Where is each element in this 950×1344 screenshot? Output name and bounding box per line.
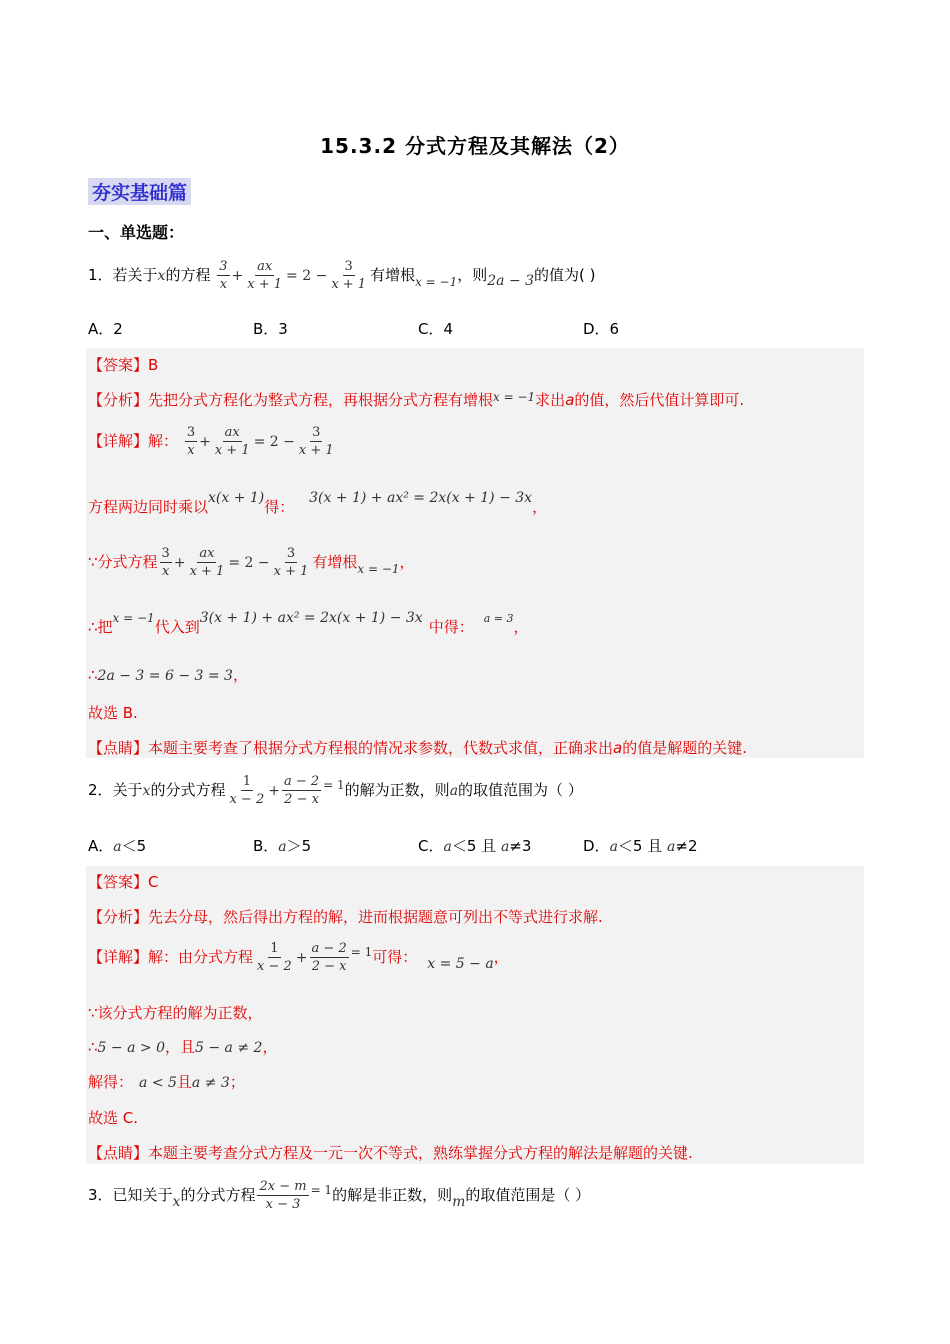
q2-frac-2 — [282, 773, 321, 808]
a1-detail-tag: 【详解】 — [88, 432, 149, 450]
a1-l3-frac-2 — [188, 545, 227, 580]
a1-l3root: x = −1 — [357, 562, 400, 576]
q3-eqs: = 1 — [310, 1183, 333, 1197]
a2-f2d: 2 − x — [311, 959, 347, 974]
q1-frac-2 — [245, 258, 284, 293]
a1-l2b: 得： — [264, 498, 295, 516]
q2-plus: + — [268, 783, 280, 799]
a1-l3-f2d: x + 1 — [189, 564, 225, 579]
q2-opt-a-text: ＜5 — [121, 837, 147, 855]
q2-f2n: a − 2 — [283, 774, 320, 789]
q2-opt-d-text: ＜5 且 — [617, 837, 668, 855]
a2-l4a: 解得： — [88, 1073, 134, 1091]
a1-eqs: = 2 − — [253, 434, 295, 450]
a2-analysis-text: 先去分母，然后得出方程的解，进而根据题意可列出不等式进行求解. — [148, 908, 603, 926]
q1-option-d[interactable]: D．6 — [583, 320, 620, 338]
a1-f3n: 3 — [312, 425, 321, 440]
a1-l3c: ， — [399, 553, 415, 571]
q1-expr: 2a − 3 — [487, 273, 535, 289]
a1-l2c: ， — [532, 498, 548, 516]
q2-f2d: 2 − x — [284, 792, 319, 807]
q1-f3n: 3 — [344, 259, 353, 274]
q1-root: x = −1 — [415, 275, 458, 289]
a1-line-4 — [88, 608, 529, 637]
a1-f1d: x — [187, 443, 195, 458]
q2-opt-d-var2: a — [667, 839, 676, 855]
subsection-heading: 一、单选题： — [88, 223, 185, 242]
a1-l4root: x = −1 — [112, 611, 155, 625]
q3-after: 的解是非正数，则 — [332, 1186, 453, 1204]
a1-answer — [88, 354, 158, 375]
q2-var: x — [142, 783, 151, 799]
a1-l3-f1d: x — [162, 564, 170, 579]
a2-l4b: 且 — [176, 1073, 192, 1091]
q2-opt-b-var: a — [278, 839, 287, 855]
q2-prefix: 2．关于 — [88, 781, 143, 799]
a2-comment-text: 本题主要考查分式方程及一元一次不等式，熟练掌握分式方程的解法是解题的关键. — [148, 1144, 693, 1162]
q1-zg: 有增根 — [370, 266, 416, 284]
a2-l3b: ，且 — [164, 1038, 195, 1056]
a2-frac-1 — [255, 940, 294, 975]
q3-mid: 的分式方程 — [180, 1186, 256, 1204]
a2-plus: + — [295, 950, 308, 966]
section-heading: 夯实基础篇 — [88, 178, 191, 205]
a2-line-3 — [88, 1036, 277, 1057]
a1-frac-3 — [297, 424, 336, 459]
a2-f1n: 1 — [270, 941, 279, 956]
question-2 — [88, 773, 583, 808]
a2-frac-2 — [310, 940, 349, 975]
a2-l3c: ， — [262, 1038, 278, 1056]
a1-comment-tag: 【点睛】 — [88, 739, 149, 757]
a1-l5a: ∴ — [88, 666, 98, 684]
a1-l4c: 中得： — [428, 618, 474, 636]
a1-l5e: 2a − 3 = 6 − 3 = 3 — [97, 668, 233, 684]
a1-detail-jie: 解： — [148, 432, 179, 450]
q1-f2d: x + 1 — [247, 277, 283, 292]
a1-l4d: ， — [513, 618, 529, 636]
q1-prefix: 1．若关于 — [88, 266, 158, 284]
q2-end: 的取值范围为（ ） — [458, 781, 583, 799]
q1-then: ，则 — [457, 266, 488, 284]
q1-plus: + — [231, 268, 244, 284]
a1-analysis-var: a — [565, 391, 575, 409]
a1-l3-frac-1 — [160, 545, 172, 580]
a2-answer — [88, 871, 159, 892]
q1-frac-3 — [329, 258, 368, 293]
q2-option-c[interactable] — [418, 835, 531, 856]
q2-opt-c-label: C． — [418, 837, 444, 855]
a1-l3-f2n: ax — [199, 546, 215, 561]
a2-answer-tag: 【答案】 — [88, 873, 149, 891]
q1-f2n: ax — [257, 259, 273, 274]
q2-opt-d-label: D． — [583, 837, 610, 855]
a1-analysis-c: 的值，然后代值计算即可. — [574, 391, 745, 409]
a1-comment — [88, 737, 747, 758]
a2-l4c: ； — [229, 1073, 245, 1091]
q1-eqs: = 2 − — [286, 268, 328, 284]
a1-l3-f3d: x + 1 — [273, 564, 309, 579]
q1-option-c[interactable]: C．4 — [418, 320, 454, 338]
page-title: 15.3.2 分式方程及其解法（2） — [320, 134, 630, 158]
q2-opt-c-text2: ≠3 — [509, 837, 532, 855]
a1-frac-1 — [185, 424, 197, 459]
a1-comment-a: 本题主要考查了根据分式方程根的情况求参数，代数式求值，正确求出 — [148, 739, 614, 757]
a1-l5c: ， — [232, 666, 248, 684]
a2-detail-c: ， — [493, 948, 509, 966]
a1-l3-f3n: 3 — [286, 546, 296, 561]
a1-l4a: ∴把 — [88, 618, 113, 636]
a1-f1n: 3 — [186, 425, 196, 440]
q1-var: x — [157, 268, 166, 284]
q3-fn: 2x − m — [259, 1179, 307, 1194]
a2-analysis-tag: 【分析】 — [88, 908, 149, 926]
a1-f2d: x + 1 — [214, 443, 250, 458]
a2-line-5: 故选 C. — [88, 1109, 139, 1127]
q1-option-b[interactable]: B．3 — [253, 320, 288, 338]
q2-var2: a — [449, 783, 459, 799]
a2-detail-tag: 【详解】 — [88, 948, 149, 966]
q2-frac-1 — [227, 773, 266, 808]
a1-frac-2 — [213, 424, 252, 459]
a2-analysis — [88, 906, 603, 927]
a1-analysis-a: 先把分式方程化为整式方程，再根据分式方程有增根 — [148, 391, 494, 409]
q3-fd: x − 3 — [265, 1197, 301, 1212]
a1-l4e: 3(x + 1) + ax² = 2x(x + 1) − 3x — [199, 610, 423, 626]
a2-line-2: ∵该分式方程的解为正数， — [88, 1004, 263, 1022]
a1-analysis-b: 求出 — [535, 391, 566, 409]
q2-opt-c-var: a — [443, 839, 452, 855]
a2-f1d: x − 2 — [257, 959, 292, 974]
a2-detail-b: 可得： — [372, 948, 418, 966]
a1-analysis-root: x = −1 — [493, 390, 536, 404]
q2-option-d[interactable] — [583, 835, 698, 856]
a1-detail — [88, 424, 338, 459]
a2-l4e1: a < 5 — [139, 1075, 177, 1091]
a1-comment-var: a — [613, 739, 623, 757]
a2-detail-a: 解：由分式方程 — [148, 948, 254, 966]
a1-plus: + — [199, 434, 211, 450]
a2-comment — [88, 1142, 693, 1163]
q2-opt-b-text: ＞5 — [286, 837, 312, 855]
a1-line-5 — [88, 664, 248, 685]
question-3 — [88, 1178, 590, 1213]
q2-opt-b-label: B． — [253, 837, 279, 855]
q2-opt-d-var: a — [609, 839, 618, 855]
a1-f2n: ax — [224, 425, 240, 440]
a1-l4r: a = 3 — [483, 612, 514, 625]
a2-detail — [88, 940, 509, 975]
q2-after: 的解为正数，则 — [344, 781, 450, 799]
q3-end: 的取值范围是（ ） — [465, 1186, 591, 1204]
a2-detail-r: x = 5 − a — [427, 956, 494, 972]
a2-comment-tag: 【点睛】 — [88, 1144, 149, 1162]
q2-f1n: 1 — [242, 774, 251, 789]
q2-opt-a-label: A． — [88, 837, 114, 855]
a1-l3zg: 有增根 — [312, 553, 358, 571]
question-1 — [88, 258, 596, 293]
a1-l4b: 代入到 — [154, 618, 200, 636]
q1-option-a[interactable]: A．2 — [88, 320, 123, 338]
q2-mid: 的分式方程 — [150, 781, 226, 799]
a2-line-4 — [88, 1071, 245, 1092]
a1-l3a: ∵分式方程 — [88, 553, 158, 571]
a1-comment-b: 的值是解题的关键. — [622, 739, 748, 757]
a1-answer-value: B — [148, 356, 159, 374]
q2-eqs: = 1 — [323, 778, 345, 792]
a2-eqs: = 1 — [350, 945, 373, 959]
q2-option-b[interactable] — [253, 835, 311, 856]
a2-answer-value: C — [148, 873, 159, 891]
a2-f2n: a − 2 — [311, 941, 347, 956]
a2-l4e2: a ≠ 3 — [191, 1075, 230, 1091]
q3-var2: m — [452, 1194, 466, 1210]
a2-l3e1: 5 − a > 0 — [97, 1040, 165, 1056]
a1-l3-eqs: = 2 − — [228, 555, 270, 571]
a1-line-6: 故选 B. — [88, 704, 138, 722]
q2-opt-a-var: a — [113, 839, 122, 855]
a1-l2e: 3(x + 1) + ax² = 2x(x + 1) − 3x — [309, 490, 533, 506]
q2-option-a[interactable] — [88, 835, 146, 856]
q3-frac — [257, 1178, 308, 1213]
a1-l3-plus: + — [173, 555, 186, 571]
a1-f3d: x + 1 — [298, 443, 334, 458]
q1-f1d: x — [219, 277, 228, 292]
a1-analysis-tag: 【分析】 — [88, 391, 149, 409]
q3-var: x — [172, 1194, 181, 1210]
q2-opt-c-var2: a — [500, 839, 510, 855]
q3-prefix: 3．已知关于 — [88, 1186, 173, 1204]
q1-f1n: 3 — [219, 259, 228, 274]
q2-f1d: x − 2 — [229, 792, 265, 807]
q2-opt-d-text2: ≠2 — [675, 837, 698, 855]
a1-line-3 — [88, 545, 415, 580]
a1-l2a: 方程两边同时乘以 — [88, 498, 209, 516]
q1-f3d: x + 1 — [331, 277, 367, 292]
a1-l2m: x(x + 1) — [208, 490, 265, 506]
a1-l3-frac-3 — [272, 545, 311, 580]
a2-l3a: ∴ — [88, 1038, 98, 1056]
q2-opt-c-text: ＜5 且 — [451, 837, 501, 855]
a1-analysis — [88, 389, 744, 410]
a1-line-2 — [88, 488, 547, 517]
q1-mid: 的方程 — [165, 266, 211, 284]
a1-answer-tag: 【答案】 — [88, 356, 149, 374]
a2-l3e2: 5 − a ≠ 2 — [195, 1040, 263, 1056]
q1-frac-1 — [217, 258, 229, 293]
q1-end: 的值为( ) — [534, 266, 596, 284]
a1-l3-f1n: 3 — [161, 546, 170, 561]
